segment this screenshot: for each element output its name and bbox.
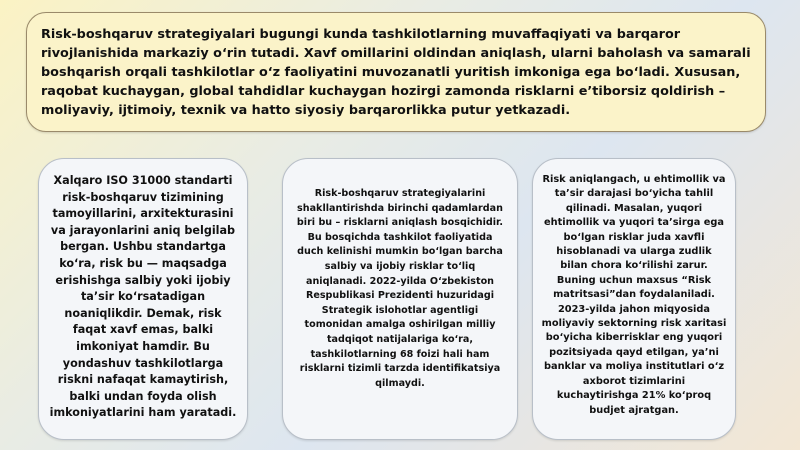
card-text: Risk-boshqaruv strategiyalarini shakllantirishda birinchi qadamlardan biri bu – risklarni aniqlash bosqichidir. Bu bosqichda tashkilot faoliyatida duch kelinishi mumkin bo‘lgan barcha salbiy va ijobiy risklar to‘liq aniqlanadi. 2022-yilda O‘zbekiston Respublikasi Prezidenti huzuridagi Strategik islohotlar agentligi tomonidan amalga oshirilgan milliy tadqiqot natijalariga ko‘ra, tashkilotlarning 68 foizi hali ham risklarni tizimli tarzda identifikatsiya qilmaydi.	[296, 188, 504, 389]
card-text: Xalqaro ISO 31000 standarti risk-boshqaruv tizimining tamoyillarini, arxitekturasini va jarayonlarini aniq belgilab bergan. Ushbu standartga ko‘ra, risk bu — maqsadga erishishga salbiy yoki ijobiy ta’sir ko‘rsatadigan noaniqlikdir. Demak, risk faqat xavf emas, balki imkoniyat hamdir. Bu yondashuv tashkilotlarga riskni nafaqat kamaytirish, balki undan foyda olish imkoniyatlarini ham yaratadi.	[49, 174, 237, 420]
card-iso-31000	[38, 158, 248, 440]
card-risk-analysis	[532, 158, 736, 440]
intro-box	[26, 12, 766, 132]
card-text: Risk aniqlangach, u ehtimollik va ta’sir darajasi bo‘yicha tahlil qilinadi. Masalan, yuqori ehtimollik va yuqori ta’sirga ega bo‘lgan risklar juda xavfli hisoblanadi va ularga zudlik bilan chora ko‘rilishi zarur. Buning uchun maxsus “Risk matritsasi”dan foydalaniladi. 2023-yilda jahon miqyosida moliyaviy sektorning risk xaritasi bo‘yicha kiberrisklar eng yuqori pozitsiyada qayd etilgan, ya’ni banklar va moliya institutlari o‘z axborot tizimlarini kuchaytirishga 21% ko‘proq budjet ajratgan.	[541, 174, 727, 416]
intro-text: Risk-boshqaruv strategiyalari bugungi kunda tashkilotlarning muvaffaqiyati va barqaror rivojlanishida markaziy o‘rin tutadi. Xavf omillarini oldindan aniqlash, ularni baholash va samarali boshqarish orqali tashkilotlar o‘z faoliyatini muvozanatli yuritish imkoniga ega bo‘ladi. Xususan, raqobat kuchaygan, global tahdidlar kuchaygan hozirgi zamonda risklarni e’tiborsiz qoldirish – moliyaviy, ijtimoiy, texnik va hatto siyosiy barqarorlikka putur yetkazadi.	[41, 27, 751, 118]
card-risk-identification	[282, 158, 518, 440]
